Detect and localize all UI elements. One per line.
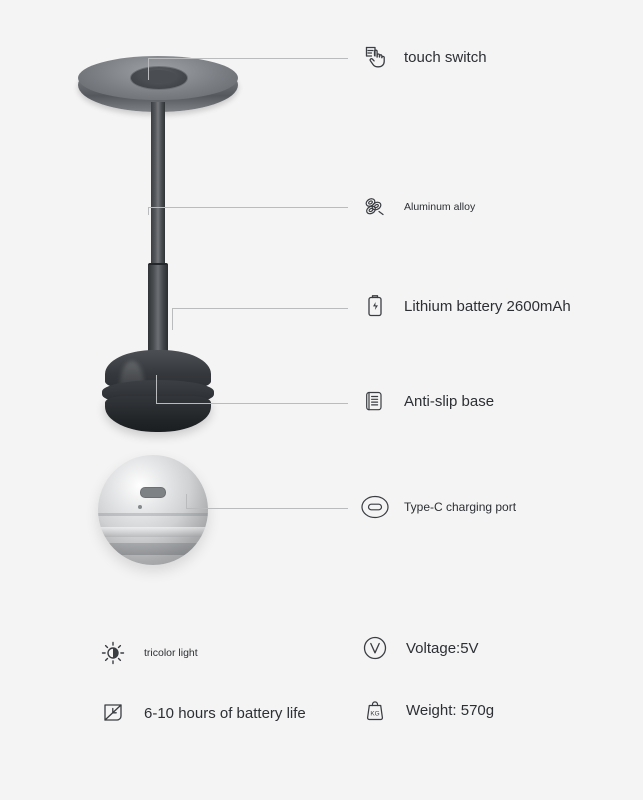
- spec-battery-life: [96, 696, 306, 730]
- lamp-illustration: [60, 50, 260, 410]
- voltage-circle-icon: [358, 631, 392, 665]
- callout-label: Anti-slip base: [404, 392, 495, 410]
- sun-half-icon: [96, 636, 130, 670]
- spec-label: Voltage:5V: [406, 639, 479, 657]
- weight-kg-icon: [358, 693, 392, 727]
- charging-port-closeup: [98, 455, 208, 565]
- spec-label: tricolor light: [144, 647, 198, 659]
- spec-weight: [358, 693, 494, 727]
- sphere-band-3: [98, 543, 208, 555]
- svg-text:KG: KG: [370, 710, 380, 718]
- spec-tricolor-light: [96, 636, 198, 670]
- battery-icon: [358, 289, 392, 323]
- callout-touch-switch: [358, 40, 487, 74]
- lamp-stem-upper: [151, 102, 165, 270]
- callout-label: Lithium battery 2600mAh: [404, 297, 571, 315]
- usb-type-c-icon: [358, 490, 392, 524]
- callout-label: Type-C charging port: [404, 500, 517, 514]
- spec-label: Weight: 570g: [406, 701, 495, 719]
- callout-label: touch switch: [404, 48, 487, 66]
- type-c-port-opening: [140, 487, 166, 498]
- alloy-rings-icon: [358, 190, 392, 224]
- lamp-touch-switch-center: [140, 70, 176, 83]
- clock-square-icon: [96, 696, 130, 730]
- leader-line-type-c-port: [186, 494, 348, 508]
- anti-slip-mat-icon: [358, 384, 392, 418]
- callout-anti-slip-base: [358, 384, 494, 418]
- spec-label: 6-10 hours of battery life: [144, 704, 306, 722]
- callout-aluminum-alloy: [358, 190, 475, 224]
- touch-hand-icon: [358, 40, 392, 74]
- spec-voltage: [358, 631, 479, 665]
- lamp-base-bottom: [105, 396, 211, 432]
- spec-grid: [0, 618, 643, 758]
- sphere-band-2: [98, 527, 208, 537]
- sphere-band-1: [98, 513, 208, 516]
- callout-lithium-battery: [358, 289, 571, 323]
- callout-label: Aluminum alloy: [404, 201, 476, 213]
- callout-type-c-port: [358, 490, 516, 524]
- indicator-dot: [138, 505, 142, 509]
